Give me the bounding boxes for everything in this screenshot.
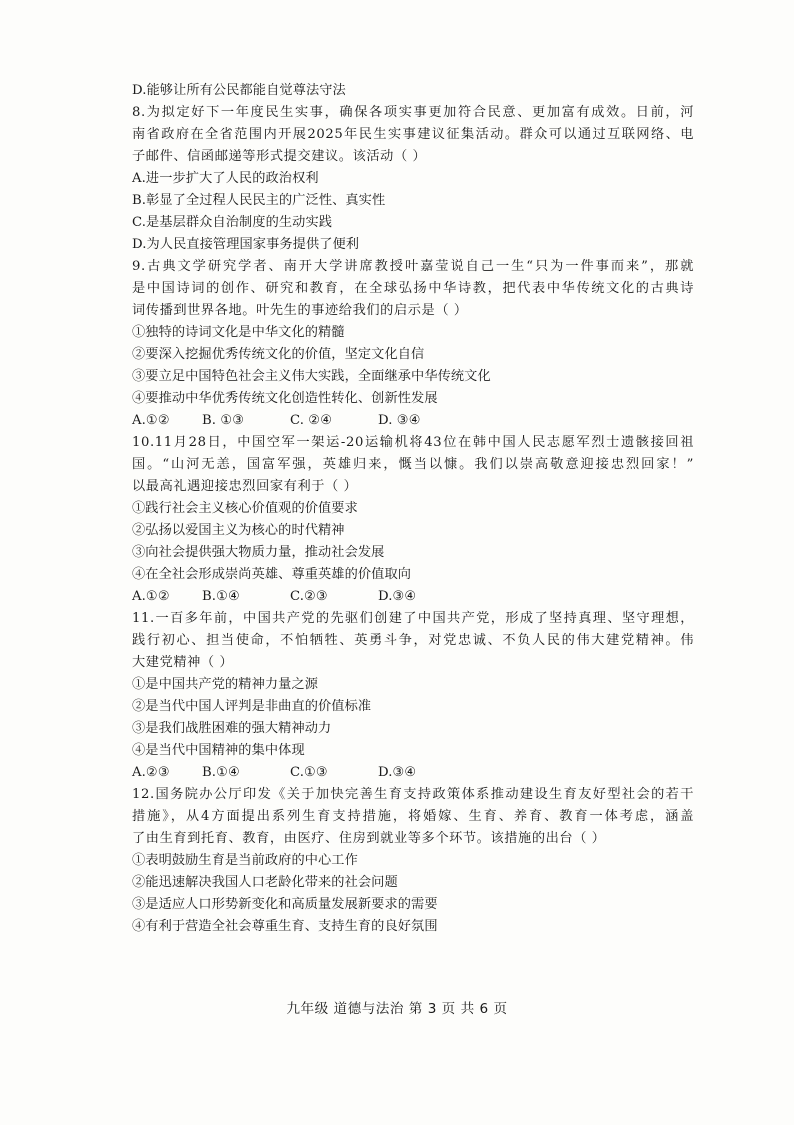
answer-choices-q10: [132, 586, 694, 608]
answer-choice: B.①④: [202, 765, 240, 780]
question-stem-line: 措施》，从4方面提出系列生育支持措施，将婚嫁、生育、养育、教育一体考虑，涵盖: [132, 809, 694, 824]
question-stem-line: 12.国务院办公厅印发《关于加快完善生育支持政策体系推动建设生育友好型社会的若干: [132, 787, 694, 802]
question-block-8-9: [132, 80, 694, 410]
page-footer: 九年级 道德与法治 第 3 页 共 6 页: [286, 1001, 508, 1017]
answer-choice: A.②③: [132, 765, 170, 780]
option-line: ①践行社会主义核心价值观的价值要求: [132, 501, 358, 516]
question-stem-line: 践行初心、担当使命，不怕牺牲、英勇斗争，对党忠诚、不负人民的伟大建党精神。伟: [132, 633, 694, 648]
option-line: ④在全社会形成崇尚英雄、尊重英雄的价值取向: [132, 567, 412, 582]
question-stem-line: 词传播到世界各地。叶先生的事迹给我们的启示是（ ）: [132, 303, 468, 318]
option-line: ①是中国共产党的精神力量之源: [132, 677, 319, 692]
option-line: ①表明鼓励生育是当前政府的中心工作: [132, 853, 358, 868]
answer-choices-q11: [132, 762, 694, 784]
answer-choice: C. ②④: [290, 413, 333, 428]
question-stem-line: 国。“山河无恙，国富军强，英雄归来，慨当以慷。我们以崇高敬意迎接忠烈回家！”: [132, 457, 694, 472]
option-line: ④是当代中国精神的集中体现: [132, 743, 305, 758]
option-line: ④有利于营造全社会尊重生育、支持生育的良好氛围: [132, 919, 438, 934]
option-line: C.是基层群众自治制度的生动实践: [132, 215, 333, 230]
option-line: D.能够让所有公民都能自觉尊法守法: [132, 83, 346, 98]
answer-choice: D.③④: [378, 765, 417, 780]
answer-choice: A.①②: [132, 413, 170, 428]
answer-choices-q9: [132, 410, 694, 432]
question-block-12: [132, 784, 694, 938]
option-line: ③是适应人口形势新变化和高质量发展新要求的需要: [132, 897, 438, 912]
question-block-10: [132, 432, 694, 586]
option-line: A.进一步扩大了人民的政治权利: [132, 171, 319, 186]
option-line: ②能迅速解决我国人口老龄化带来的社会问题: [132, 875, 398, 890]
option-line: ②弘扬以爱国主义为核心的时代精神: [132, 523, 345, 538]
question-stem-line: 9.古典文学研究学者、南开大学讲席教授叶嘉莹说自己一生“只为一件事而来”，那就: [132, 259, 694, 274]
question-stem-line: 了由生育到托育、教育，由医疗、住房到就业等多个环节。该措施的出台（ ）: [132, 831, 606, 846]
answer-choice: D.③④: [378, 589, 417, 604]
question-stem-line: 南省政府在全省范围内开展2025年民生实事建议征集活动。群众可以通过互联网络、电: [132, 127, 694, 142]
option-line: ①独特的诗词文化是中华文化的精髓: [132, 325, 345, 340]
option-line: ③是我们战胜困难的强大精神动力: [132, 721, 332, 736]
option-line: B.彰显了全过程人民民主的广泛性、真实性: [132, 193, 386, 208]
option-line: ②要深入挖掘优秀传统文化的价值，坚定文化自信: [132, 347, 425, 362]
answer-choice: A.①②: [132, 589, 170, 604]
option-line: D.为人民直接管理国家事务提供了便利: [132, 237, 360, 252]
question-stem-line: 大建党精神（ ）: [132, 655, 234, 670]
question-stem-line: 以最高礼遇迎接忠烈回家有利于（ ）: [132, 479, 358, 494]
option-line: ④要推动中华优秀传统文化创造性转化、创新性发展: [132, 391, 438, 406]
answer-choice: B.①④: [202, 589, 240, 604]
answer-choice: C.②③: [290, 589, 328, 604]
question-stem-line: 10.11月28日，中国空军一架运-20运输机将43位在韩中国人民志愿军烈士遗骸接回祖: [132, 435, 694, 450]
question-block-11: [132, 608, 694, 762]
option-line: ②是当代中国人评判是非曲直的价值标准: [132, 699, 372, 714]
question-stem-line: 是中国诗词的创作、研究和教育，在全球弘扬中华诗教，把代表中华传统文化的古典诗: [132, 281, 694, 296]
answer-choice: B. ①③: [202, 413, 245, 428]
question-stem-line: 11.一百多年前，中国共产党的先驱们创建了中国共产党，形成了坚持真理、坚守理想，: [132, 611, 694, 626]
answer-choice: C.①③: [290, 765, 328, 780]
option-line: ③向社会提供强大物质力量，推动社会发展: [132, 545, 385, 560]
question-stem-line: 子邮件、信函邮递等形式提交建议。该活动（ ）: [132, 149, 427, 164]
option-line: ③要立足中国特色社会主义伟大实践，全面继承中华传统文化: [132, 369, 491, 384]
page-content: [132, 80, 694, 938]
answer-choice: D. ③④: [378, 413, 421, 428]
question-stem-line: 8.为拟定好下一年度民生实事，确保各项实事更加符合民意、更加富有成效。日前，河: [132, 105, 694, 120]
